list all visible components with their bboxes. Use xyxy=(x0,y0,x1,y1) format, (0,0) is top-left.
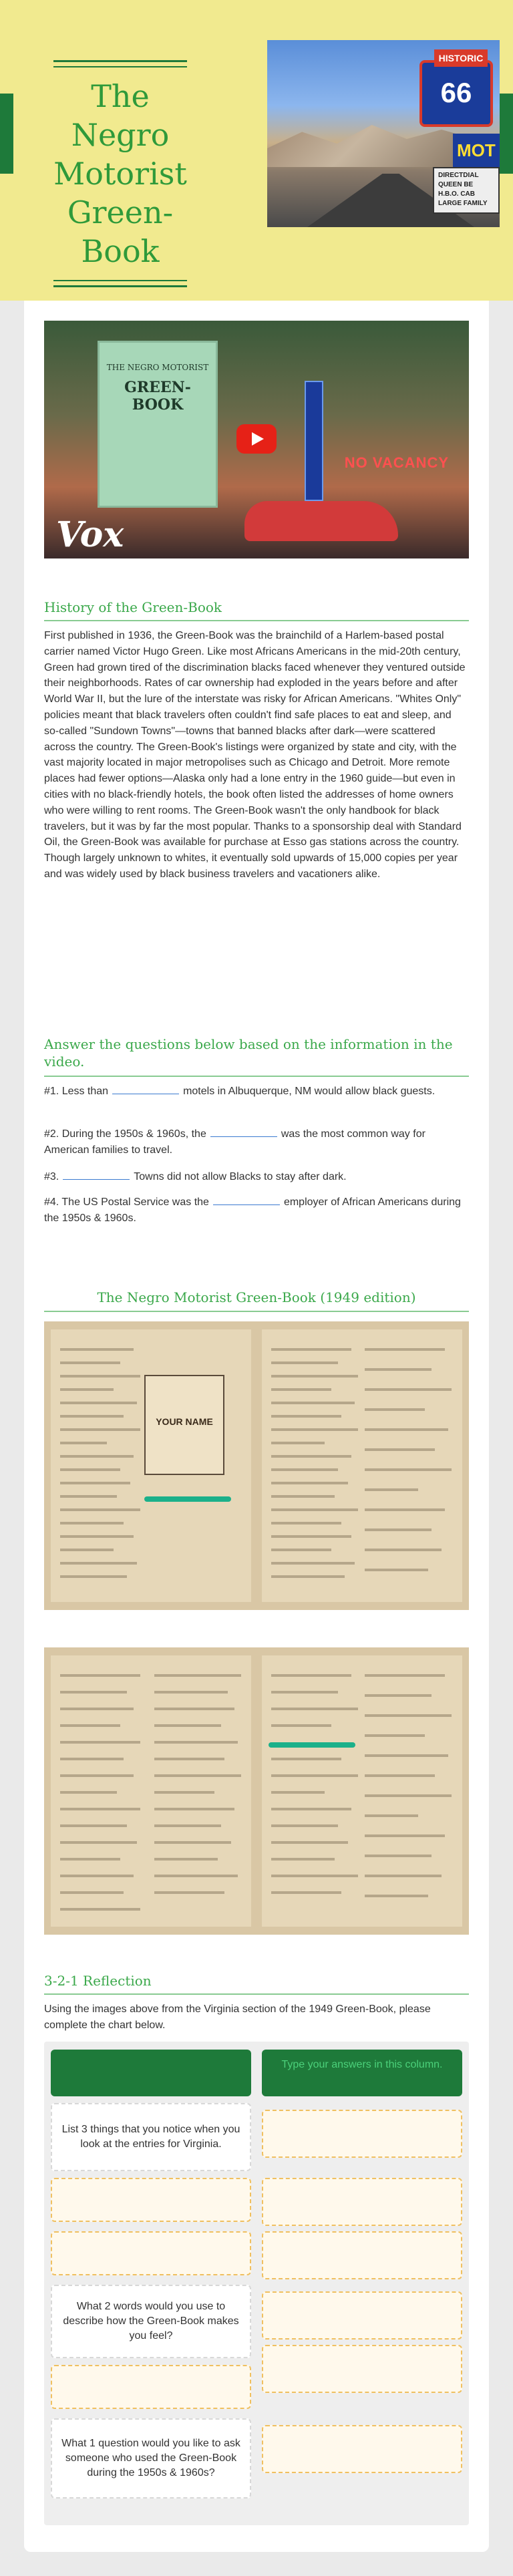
page-title-block xyxy=(40,60,200,269)
scan-1-right-page xyxy=(262,1329,462,1602)
scan-line xyxy=(60,1508,140,1511)
green-book-scan-1 xyxy=(44,1321,469,1610)
scan-line xyxy=(365,1674,445,1677)
prompt-cell-3: What 1 question would you like to ask someone who used the Green-Book during the 1950s & 1960s? xyxy=(51,2418,251,2499)
scan-line xyxy=(365,1895,428,1897)
answer-column-header: Type your answers in this column. xyxy=(262,2050,462,2096)
question-4-suffix: employer of African Americans during the 1950s & 1960s. xyxy=(44,1196,461,1224)
scan-line xyxy=(271,1402,355,1404)
prompt-cell-1: List 3 things that you notice when you look at the entries for Virginia. xyxy=(51,2103,251,2171)
scan-line xyxy=(271,1674,351,1677)
page-title-line-3: Green-Book xyxy=(67,194,174,269)
scan-line xyxy=(154,1841,231,1844)
scan-line xyxy=(154,1708,234,1710)
scan-line xyxy=(60,1575,127,1578)
scan-line xyxy=(271,1891,341,1894)
question-3-blank[interactable] xyxy=(63,1170,130,1180)
scan-line xyxy=(60,1908,140,1911)
scan-line xyxy=(365,1754,448,1757)
scan-line xyxy=(365,1508,445,1511)
scan-line xyxy=(365,1348,445,1351)
scan-line xyxy=(271,1691,338,1694)
scan-line xyxy=(365,1468,452,1471)
video-neon-tower xyxy=(305,381,323,501)
scan-line xyxy=(271,1495,335,1498)
question-4-prefix: #4. The US Postal Service was the xyxy=(44,1196,209,1208)
scan-line xyxy=(271,1482,348,1484)
scan-line xyxy=(271,1508,358,1511)
route-66-hero-image xyxy=(267,40,500,227)
highlight-virginia-1 xyxy=(144,1496,231,1502)
video-book-title: GREEN-BOOK xyxy=(124,379,191,414)
scan-line xyxy=(365,1694,432,1697)
scan-line xyxy=(60,1791,117,1794)
scan-line xyxy=(365,1528,432,1531)
question-1-prefix: #1. Less than xyxy=(44,1086,109,1097)
title-rule-top-thin xyxy=(53,66,187,67)
header-banner xyxy=(0,0,513,301)
scan-line xyxy=(60,1482,130,1484)
question-4 xyxy=(44,1194,469,1227)
scan-line xyxy=(271,1575,345,1578)
page-title-line-2: Motorist xyxy=(53,156,187,192)
scan-line xyxy=(60,1841,137,1844)
scan-line xyxy=(365,1814,418,1817)
answer-cell-1c[interactable] xyxy=(51,2231,251,2275)
answer-cell-1b[interactable] xyxy=(51,2178,251,2222)
scan-line xyxy=(60,1875,134,1877)
scan-line xyxy=(60,1361,120,1364)
question-2 xyxy=(44,1126,469,1158)
scan-line xyxy=(154,1791,214,1794)
question-4-blank[interactable] xyxy=(213,1196,280,1205)
answer-cell-2b[interactable] xyxy=(51,2365,251,2409)
scan-line xyxy=(271,1415,341,1418)
scan-line xyxy=(365,1834,445,1837)
route-66-sign-top: HISTORIC xyxy=(434,49,488,67)
scan-line xyxy=(154,1724,221,1727)
scan-line xyxy=(60,1495,117,1498)
scan-line xyxy=(365,1428,448,1431)
scan-line xyxy=(60,1724,120,1727)
header-side-bar-right xyxy=(500,94,513,174)
scan-line xyxy=(154,1774,241,1777)
scan-line xyxy=(365,1794,452,1797)
scan-line xyxy=(271,1791,325,1794)
answer-cell-4[interactable] xyxy=(262,2291,462,2340)
question-1-suffix: motels in Albuquerque, NM would allow black guests. xyxy=(183,1086,436,1097)
scan-line xyxy=(60,1808,140,1810)
reflection-heading-rule xyxy=(44,1993,469,1995)
scan-line xyxy=(60,1549,114,1551)
scan-line xyxy=(365,1734,425,1737)
scan-line xyxy=(365,1569,428,1571)
scan-line xyxy=(271,1442,325,1444)
green-book-scan-2 xyxy=(44,1647,469,1935)
question-1-blank[interactable] xyxy=(112,1085,179,1094)
scan-line xyxy=(60,1674,140,1677)
scan-line xyxy=(271,1824,338,1827)
motel-sub-sign: DIRECTDIAL QUEEN BE H.B.O. CAB LARGE FAMILY xyxy=(433,167,500,214)
video-book-subtitle: THE NEGRO MOTORIST xyxy=(106,363,209,372)
prompt-cell-2: What 2 words would you use to describe how the Green-Book makes you feel? xyxy=(51,2285,251,2358)
history-heading: History of the Green-Book xyxy=(44,599,222,615)
scan-line xyxy=(154,1741,238,1744)
scan-line xyxy=(271,1361,338,1364)
question-2-prefix: #2. During the 1950s & 1960s, the xyxy=(44,1128,206,1140)
scan-line xyxy=(365,1408,425,1411)
scan-line xyxy=(60,1708,134,1710)
answer-cell-3[interactable] xyxy=(262,2231,462,2279)
play-icon[interactable] xyxy=(236,424,277,454)
scan-line xyxy=(271,1858,335,1861)
scan-line xyxy=(271,1468,338,1471)
title-rule-top xyxy=(53,60,187,62)
scan-line xyxy=(271,1758,341,1760)
vox-logo: Vox xyxy=(56,514,124,555)
scan-line xyxy=(271,1348,351,1351)
answer-cell-2[interactable] xyxy=(262,2178,462,2226)
reflection-heading: 3-2-1 Reflection xyxy=(44,1973,152,1989)
scan-line xyxy=(365,1774,435,1777)
scan-line xyxy=(60,1891,124,1894)
scan-line xyxy=(60,1522,124,1524)
scan-line xyxy=(271,1708,358,1710)
scan-1-ad-text: YOUR NAME xyxy=(156,1416,213,1427)
scan-line xyxy=(60,1428,140,1431)
page-title-line-1: The Negro xyxy=(71,78,170,153)
scan-line xyxy=(60,1442,107,1444)
scan-line xyxy=(60,1774,134,1777)
scan-line xyxy=(154,1891,224,1894)
scan-line xyxy=(365,1488,418,1491)
scan-line xyxy=(154,1758,224,1760)
scan-line xyxy=(271,1375,358,1378)
scan-line xyxy=(60,1455,134,1458)
reflection-instructions: Using the images above from the Virginia section of the 1949 Green-Book, please complete the chart below. xyxy=(44,2003,431,2031)
content-card xyxy=(24,301,489,2552)
video-green-book-cover xyxy=(98,341,218,508)
scan-line xyxy=(271,1875,358,1877)
scan-line xyxy=(271,1562,355,1565)
scan-line xyxy=(60,1691,127,1694)
scan-line xyxy=(154,1691,228,1694)
question-3-prefix: #3. xyxy=(44,1171,59,1182)
scan-line xyxy=(365,1875,442,1877)
scan-line xyxy=(271,1428,358,1431)
scan-line xyxy=(365,1388,452,1391)
title-rule-bottom xyxy=(53,285,187,287)
scan-line xyxy=(60,1468,120,1471)
scan-line xyxy=(60,1348,134,1351)
question-3-suffix: Towns did not allow Blacks to stay after dark. xyxy=(134,1171,347,1182)
title-rule-bottom-thin xyxy=(53,280,187,281)
question-3 xyxy=(44,1169,469,1185)
question-2-suffix: was the most common way for American families to travel. xyxy=(44,1128,425,1156)
scans-heading-rule xyxy=(44,1311,469,1312)
motel-sign: MOT xyxy=(453,134,500,167)
scan-line xyxy=(271,1388,331,1391)
scan-line xyxy=(365,1368,432,1371)
answer-cell-1[interactable] xyxy=(262,2110,462,2158)
scan-line xyxy=(60,1375,140,1378)
scan-line xyxy=(365,1549,442,1551)
video-red-car xyxy=(244,501,398,541)
highlight-virginia-2 xyxy=(269,1742,355,1748)
scan-line xyxy=(60,1402,137,1404)
scan-line xyxy=(271,1774,358,1777)
scan-line xyxy=(60,1535,134,1538)
scan-line xyxy=(271,1455,351,1458)
history-body: First published in 1936, the Green-Book was the brainchild of a Harlem-based postal carrier named Victor Hugo Green. Like most Africans Americans in the mid-20th century, Green had grown tired of the discrimination blacks faced whenever they ventured outside their neighborhoods. Rates of car ownership had exploded in the years before and after World War II, but the lure of the interstate was risky for African Americans. "Whites Only" policies meant that black travelers often couldn't find safe places to eat and sleep, and so-called "Sundown Towns"—towns that banned blacks after dark—were scattered across the country. The Green-Book's listings were organized by state and city, with the vast majority located in major metropolises such as Chicago and Detroit. More remote places had fewer options—Alaska only had a lone entry in the 1960 guide—but even in cities with no black-friendly hotels, the book often listed the addresses of home owners who were willing to rent rooms. The Green-Book wasn't the only handbook for black travelers, but it was by far the most popular. Thanks to a sponsorship deal with Standard Oil, the Green-Book was available for purchase at Esso gas stations across the country. Though largely unknown to whites, it eventually sold upwards of 15,000 copies per year and was widely used by black business travelers and vacationers alike. xyxy=(44,630,466,880)
scan-line xyxy=(271,1522,341,1524)
scan-line xyxy=(154,1858,218,1861)
scan-line xyxy=(365,1714,452,1717)
scan-line xyxy=(60,1741,140,1744)
route-66-sign: 66 xyxy=(419,60,493,127)
scan-line xyxy=(60,1562,137,1565)
scan-1-ad-box xyxy=(144,1375,224,1475)
scan-line xyxy=(271,1549,331,1551)
scan-line xyxy=(154,1674,241,1677)
question-2-blank[interactable] xyxy=(210,1128,277,1137)
scan-line xyxy=(154,1875,238,1877)
answer-cell-6[interactable] xyxy=(262,2425,462,2473)
scan-line xyxy=(271,1724,331,1727)
prompt-column-header xyxy=(51,2050,251,2096)
scan-line xyxy=(154,1808,234,1810)
scan-line xyxy=(271,1808,351,1810)
questions-heading: Answer the questions below based on the information in the video. xyxy=(44,1036,453,1070)
header-side-bar-left xyxy=(0,94,13,174)
scan-line xyxy=(154,1824,221,1827)
scan-line xyxy=(271,1535,351,1538)
answer-cell-5[interactable] xyxy=(262,2345,462,2393)
video-no-vacancy-sign: NO VACANCY xyxy=(344,454,449,471)
page-title xyxy=(40,77,200,271)
embedded-video[interactable] xyxy=(44,321,469,558)
scan-line xyxy=(60,1758,124,1760)
scan-line xyxy=(365,1855,432,1857)
scan-line xyxy=(60,1388,114,1391)
history-heading-rule xyxy=(44,620,469,621)
questions-heading-rule xyxy=(44,1076,469,1077)
scan-line xyxy=(60,1415,124,1418)
scan-line xyxy=(271,1841,348,1844)
scans-heading: The Negro Motorist Green-Book (1949 edition) xyxy=(97,1289,416,1305)
scan-line xyxy=(60,1824,127,1827)
question-1 xyxy=(44,1084,469,1100)
scan-line xyxy=(365,1448,435,1451)
scan-line xyxy=(60,1858,120,1861)
